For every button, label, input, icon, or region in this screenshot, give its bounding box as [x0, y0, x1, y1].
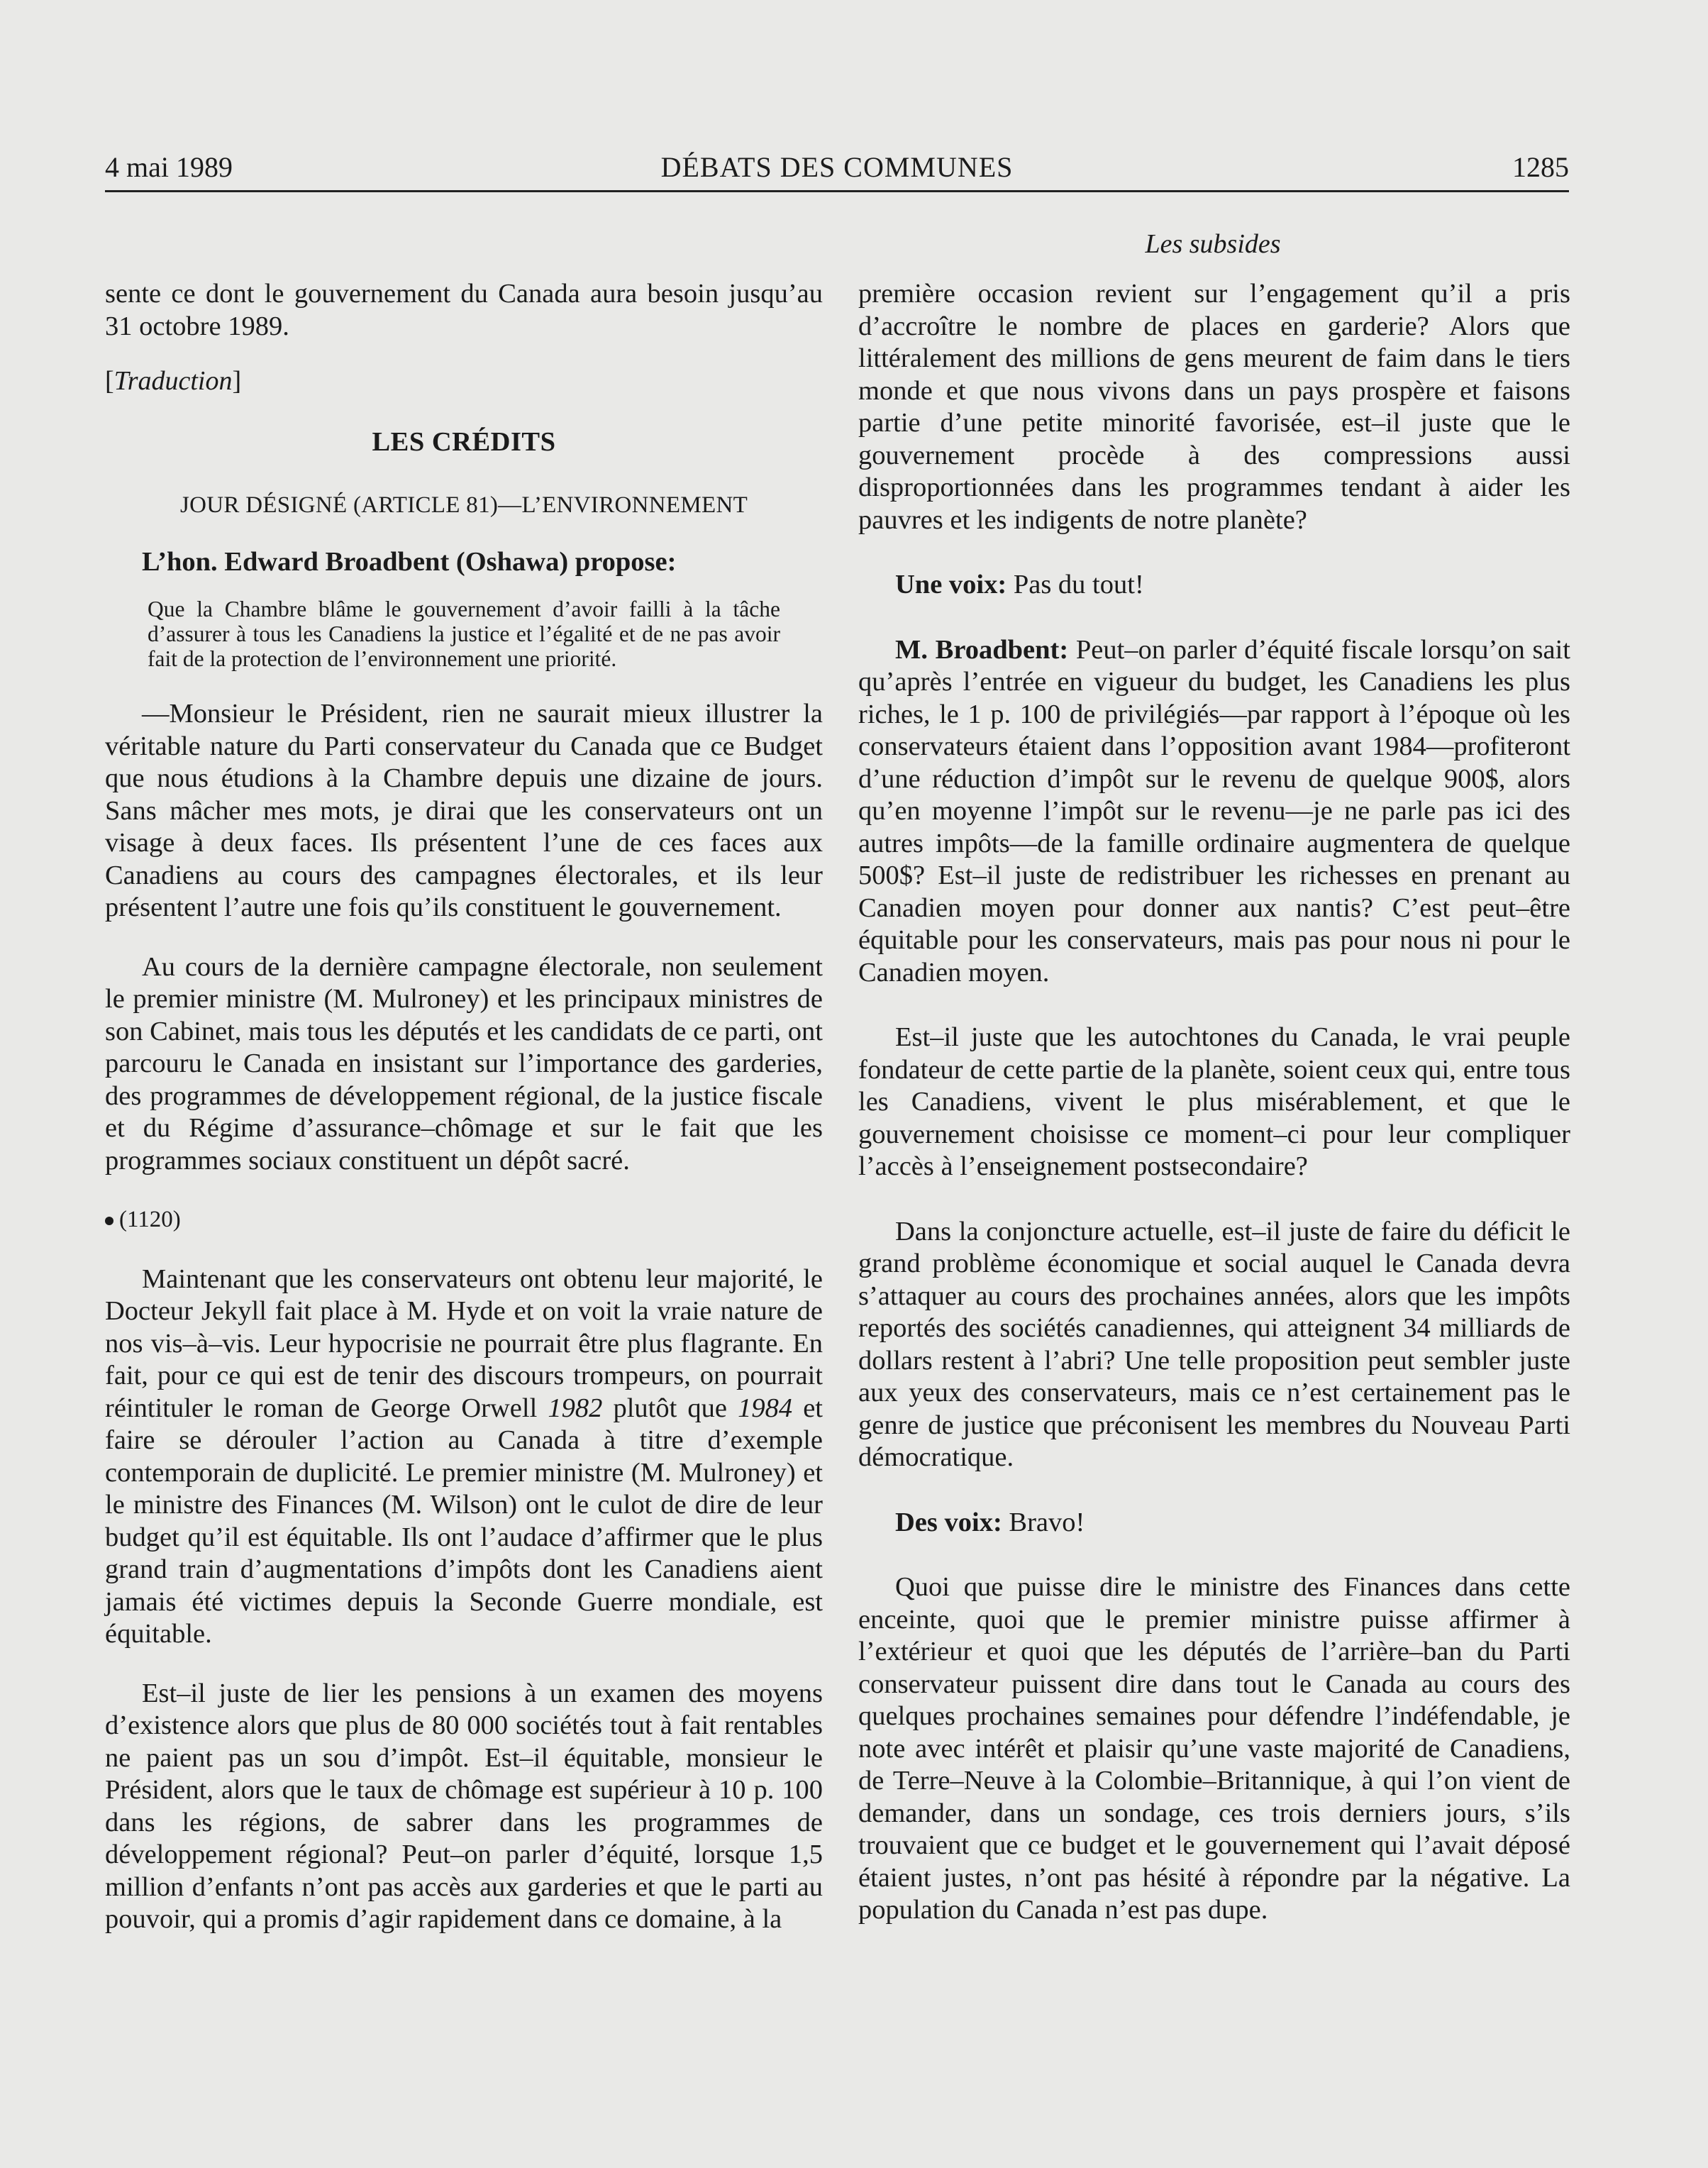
speech-paragraph [105, 1263, 823, 1651]
book-title: 1982 [548, 1393, 603, 1423]
subsection-heading: JOUR DÉSIGNÉ (ARTICLE 81)—L’ENVIRONNEMENT [179, 492, 748, 518]
speech-paragraph: première occasion revient sur l’engagement qu’il a pris d’accroître le nombre de places en garderie? Alors que littéralement des millions de gens meurent de faim dans le tiers monde et que nous vivons dans un pays prospère et faisons partie d’une petite minorité favorisée, est–il juste que le gouvernement procède à des compressions aussi disproportionnées dans les programmes tendant à aider les pauvres et les indigents de notre planète? [858, 279, 1570, 535]
book-title: 1984 [738, 1393, 793, 1423]
translation-note: [Traduction] [105, 366, 242, 396]
right-column [858, 278, 1570, 1927]
bullet-icon [105, 1217, 113, 1225]
text-run: et faire se dérouler l’action au Canada à titre d’exemple contemporain de duplicité. Le premier ministre (M. Mulroney) et le ministre des Finances (M. Wilson) ont le culot de dire de leur budget qu’il est équitable. Ils ont l’audace d’affirmer que le plus grand train d’augmentations d’impôts dont les Canadiens aient jamais été victimes depuis la Seconde Guerre mondiale, est équitable. [105, 1393, 823, 1649]
interjection [858, 1507, 1570, 1539]
motion-text: Que la Chambre blâme le gouvernement d’avoir failli à la tâche d’assurer à tous les Canadiens la justice et l’égalité et de ne pas avoir fait de la protection de l’environnement une priorité. [148, 597, 780, 671]
running-title: Les subsides [1145, 229, 1281, 259]
page-header [105, 150, 1569, 193]
header-date: 4 mai 1989 [105, 151, 233, 183]
interjection-text: Pas du tout! [1006, 570, 1144, 599]
speaker-name: M. Broadbent: [895, 634, 1069, 665]
header-rule [105, 190, 1569, 192]
left-column [105, 278, 823, 1936]
speaker-name: Une voix: [895, 570, 1007, 599]
speaker-name: Des voix: [895, 1507, 1002, 1537]
speech-paragraph [858, 634, 1570, 990]
speech-paragraph: —Monsieur le Président, rien ne saurait mieux illustrer la véritable nature du Parti conservateur du Canada que ce Budget que nous étudions à la Chambre depuis une dizaine de jours. Sans mâcher mes mots, je dirai que les conservateurs ont un visage à deux faces. Ils présentent l’une de ces faces aux Canadiens au cours des campagnes électorales, et ils leur présentent l’autre une fois qu’ils constituent le gouvernement. [105, 699, 823, 922]
header-title: DÉBATS DES COMMUNES [660, 151, 1014, 183]
text-run: Maintenant que les conservateurs ont obtenu leur majorité, le Docteur Jekyll fait place à M. Hyde et on voit la vraie nature de nos vis–à–vis. Leur hypocrisie ne pourrait être plus flagrante. En fait, pour ce qui est de tenir des discours trompeurs, on pourrait réintituler le roman de George Orwell [105, 1263, 823, 1423]
speech-paragraph: Est–il juste de lier les pensions à un examen des moyens d’existence alors que plus de 80 000 sociétés tout à fait rentables ne paient pas un sou d’impôt. Est–il équitable, monsieur le Président, alors que le taux de chômage est supérieur à 10 p. 100 dans les régions, de sabrer dans les programmes de développement régional? Peut–on parler d’équité, lorsque 1,5 million d’enfants n’ont pas accès aux garderies et que le parti au pouvoir, qui a promis d’agir rapidement dans ce domaine, à la [105, 1678, 823, 1934]
speech-paragraph: Quoi que puisse dire le ministre des Finances dans cette enceinte, quoi que le premier ministre puisse affirmer à l’extérieur et quoi que les députés de l’arrière–ban du Parti conservateur puissent dire dans tout le Canada au cours des quelques prochaines semaines pour défendre l’indéfendable, je note avec intérêt et plaisir qu’une vaste majorité de Canadiens, de Terre–Neuve à la Colombie–Britannique, à qui l’on vient de demander, dans un sondage, ces trois derniers jours, s’ils trouvaient que ce budget et le gouvernement qui l’avait déposé étaient justes, n’ont pas hésité à répondre par la négative. La population du Canada n’est pas dupe. [858, 1572, 1570, 1925]
time-marker-text: (1120) [119, 1207, 181, 1232]
section-heading: LES CRÉDITS [372, 426, 556, 457]
speech-text: Peut–on parler d’équité fiscale lorsqu’on sait qu’après l’entrée en vigueur du budget, les Canadiens les plus riches, le 1 p. 100 de privilégiés—par rapport à l’époque où les conservateurs étaient dans l’opposition avant 1984—profiteront d’une réduction d’impôt sur le revenu de quelque 900$, alors qu’en moyenne l’impôt sur le revenu—je ne parle pas ici des autres impôts—de la famille ordinaire augmentera de quelque 500$? Est–il juste de redistribuer les richesses en prenant au Canadien moyen pour donner aux nantis? C’est peut–être équitable pour les conservateurs, mais pas pour nous ni pour le Canadien moyen. [858, 634, 1570, 988]
mover-name: L’hon. Edward Broadbent (Oshawa) propose: [142, 546, 677, 577]
speech-paragraph: Dans la conjoncture actuelle, est–il juste de faire du déficit le grand problème économique et social auquel le Canada devra s’attaquer au cours des prochaines années, alors que les impôts reportés des sociétés canadiennes, qui atteignent 34 milliards de dollars restent à l’abri? Une telle proposition peut sembler juste aux yeux des conservateurs, mais ce n’est certainement pas le genre de justice que préconisent les membres du Nouveau Parti démocratique. [858, 1216, 1570, 1472]
translation-label: Traduction [113, 366, 233, 396]
speech-paragraph: Au cours de la dernière campagne électorale, non seulement le premier ministre (M. Mulroney) et les principaux ministres de son Cabinet, mais tous les députés et les candidats de ce parti, ont parcouru le Canada en insistant sur l’importance des garderies, des programmes de développement régional, de la justice fiscale et du Régime d’assurance–chômage et sur le fait que les programmes sociaux constituent un dépôt sacré. [105, 951, 823, 1176]
interjection-text: Bravo! [1002, 1507, 1085, 1537]
speech-paragraph: Est–il juste que les autochtones du Canada, le vrai peuple fondateur de cette partie de la planète, soient ceux qui, entre tous les Canadiens, vivent le plus misérablement, et que le gouvernement choisisse ce moment–ci pour leur compliquer l’accès à l’enseignement postsecondaire? [858, 1022, 1570, 1181]
mover-line [105, 546, 823, 579]
time-marker [105, 1204, 823, 1237]
interjection [858, 569, 1570, 602]
continuation-paragraph: sente ce dont le gouvernement du Canada aura besoin jusqu’au 31 octobre 1989. [105, 279, 823, 341]
text-run: plutôt que [602, 1393, 738, 1423]
page-number: 1285 [1512, 151, 1569, 183]
